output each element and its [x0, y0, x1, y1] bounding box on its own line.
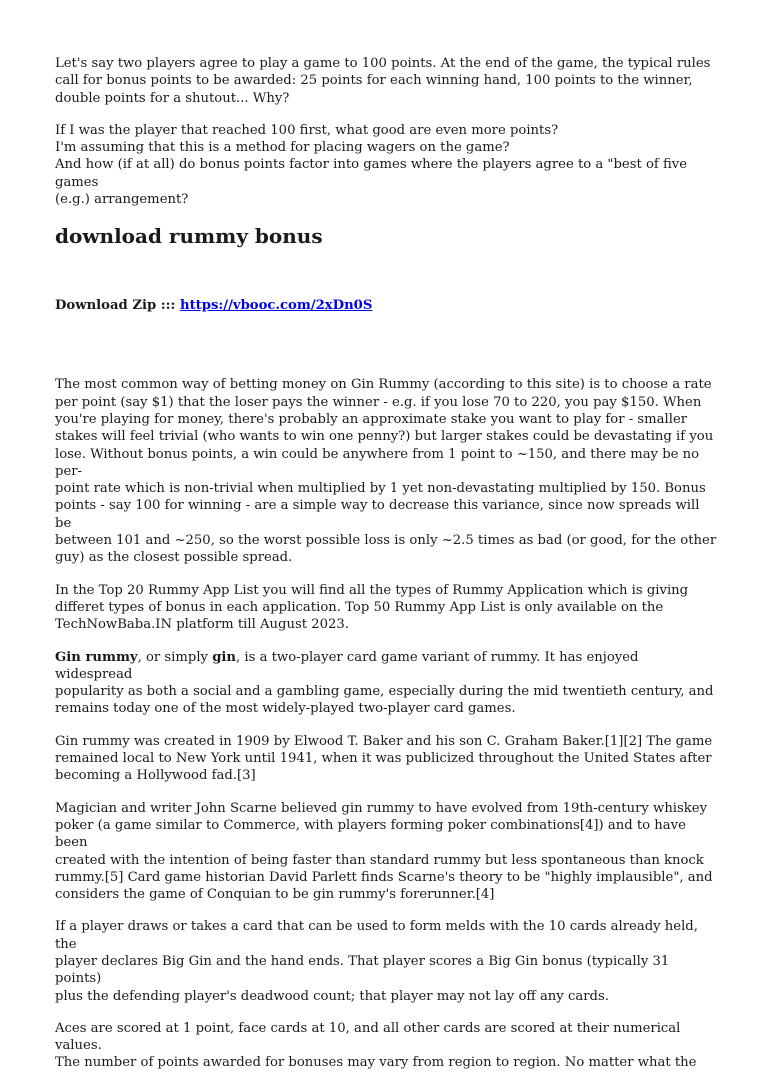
text-line: remained local to New York until 1941, when it was publicized throughout the United States after	[55, 751, 712, 767]
aces-paragraph	[55, 1020, 717, 1072]
bold-term: gin	[212, 649, 237, 665]
document-page	[55, 55, 717, 1087]
text-line: considers the game of Conquian to be gin rummy's forerunner.[4]	[55, 887, 495, 903]
text-line	[55, 649, 717, 684]
text-line: between 101 and ~250, so the worst possible loss is only ~2.5 times as bad (or good, for the other	[55, 533, 717, 549]
text-line: double points for a shutout... Why?	[55, 90, 290, 106]
text-fragment: , is a two-player card game variant of rummy. It has enjoyed widespread	[55, 649, 639, 682]
text-line: If I was the player that reached 100 first, what good are even more points?	[55, 122, 559, 138]
spacer	[55, 314, 717, 376]
text-line: The most common way of betting money on Gin Rummy (according to this site) is to choose a rate	[55, 377, 712, 393]
text-line: player declares Big Gin and the hand ends. That player scores a Big Gin bonus (typically 31 points)	[55, 953, 670, 987]
gin-rummy-paragraph	[55, 649, 717, 718]
text-line: Gin rummy was created in 1909 by Elwood T. Baker and his son C. Graham Baker.[1][2] The game	[55, 733, 713, 749]
text-line: lose. Without bonus points, a win could be anywhere from 1 point to ~150, and there may be no per-	[55, 446, 700, 479]
page-heading: download rummy bonus	[55, 224, 323, 249]
text-line: (e.g.) arrangement?	[55, 192, 189, 208]
text-line: Magician and writer John Scarne believed gin rummy to have evolved from 19th-century whiskey	[55, 800, 708, 816]
text-line: poker (a game similar to Commerce, with players forming poker combinations[4]) and to have been	[55, 817, 686, 851]
intro-paragraph-1	[55, 55, 717, 107]
text-line: The number of points awarded for bonuses may vary from region to region. No matter what the	[55, 1055, 697, 1071]
text-line: In the Top 20 Rummy App List you will find all the types of Rummy Application which is giving	[55, 582, 689, 598]
big-gin-paragraph	[55, 918, 717, 1004]
download-label: Download Zip :::	[55, 298, 176, 314]
text-line: points - say 100 for winning - are a simple way to decrease this variance, since now spreads will be	[55, 498, 700, 531]
text-line: created with the intention of being faster than standard rummy but less spontaneous than knock	[55, 852, 704, 868]
text-line: point rate which is non-trivial when multiplied by 1 yet non-devastating multiplied by 150. Bonus	[55, 481, 706, 497]
intro-paragraph-2	[55, 122, 717, 208]
text-line: guy) as the closest possible spread.	[55, 550, 293, 566]
scarne-paragraph	[55, 800, 717, 904]
bold-term: Gin rummy	[55, 649, 138, 665]
text-line: becoming a Hollywood fad.[3]	[55, 768, 256, 784]
text-line: If a player draws or takes a card that can be used to form melds with the 10 cards already held, the	[55, 919, 698, 952]
text-line: call for bonus points to be awarded: 25 points for each winning hand, 100 points to the winner,	[55, 73, 693, 89]
text-line: popularity as both a social and a gambling game, especially during the mid twentieth century, and	[55, 684, 714, 700]
text-line: rummy.[5] Card game historian David Parlett finds Scarne's theory to be "highly implausible", and	[55, 869, 713, 885]
download-line	[55, 297, 717, 314]
text-line: I'm assuming that this is a method for placing wagers on the game?	[55, 140, 510, 156]
text-line: you're playing for money, there's probably an approximate stake you want to play for - smaller	[55, 411, 688, 427]
created-paragraph	[55, 733, 717, 785]
top20-paragraph	[55, 582, 717, 634]
text-line: stakes will feel trivial (who wants to win one penny?) but larger stakes could be devastating if you	[55, 429, 714, 445]
text-line: per point (say $1) that the loser pays the winner - e.g. if you lose 70 to 220, you pay $150. When	[55, 394, 702, 410]
text-line: remains today one of the most widely-played two-player card games.	[55, 701, 516, 717]
text-line: And how (if at all) do bonus points factor into games where the players agree to a "best of five games	[55, 157, 688, 190]
download-link[interactable]: https://vbooc.com/2xDn0S	[179, 298, 373, 314]
text-line: Aces are scored at 1 point, face cards at 10, and all other cards are scored at their numerical values.	[55, 1020, 681, 1054]
text-line: TechNowBaba.IN platform till August 2023.	[55, 617, 349, 633]
text-line: plus the defending player's deadwood count; that player may not lay off any cards.	[55, 988, 609, 1004]
text-line: differet types of bonus in each application. Top 50 Rummy App List is only available on the	[55, 599, 664, 615]
text-fragment: , or simply	[137, 649, 213, 665]
betting-paragraph	[55, 376, 717, 566]
text-line: Let's say two players agree to play a game to 100 points. At the end of the game, the typical rules	[55, 56, 711, 71]
